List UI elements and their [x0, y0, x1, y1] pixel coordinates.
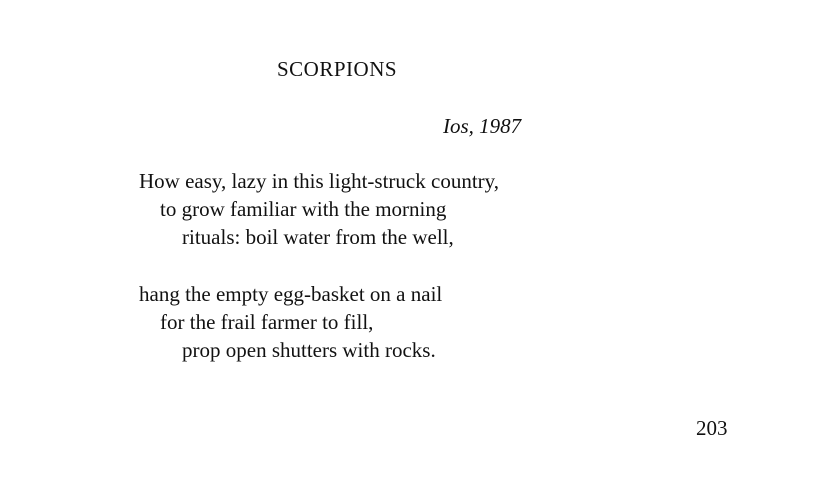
poem-line: How easy, lazy in this light-struck country,	[139, 169, 500, 193]
poem-line: to grow familiar with the morning	[160, 197, 447, 221]
poem-line: rituals: boil water from the well,	[182, 225, 454, 249]
poem-line: for the frail farmer to fill,	[160, 310, 374, 334]
poem-line: prop open shutters with rocks.	[182, 338, 436, 362]
poem-line: hang the empty egg-basket on a nail	[139, 282, 443, 306]
poem-dateline: Ios, 1987	[443, 114, 522, 138]
poem-title: SCORPIONS	[277, 57, 398, 81]
page-number: 203	[696, 416, 728, 440]
